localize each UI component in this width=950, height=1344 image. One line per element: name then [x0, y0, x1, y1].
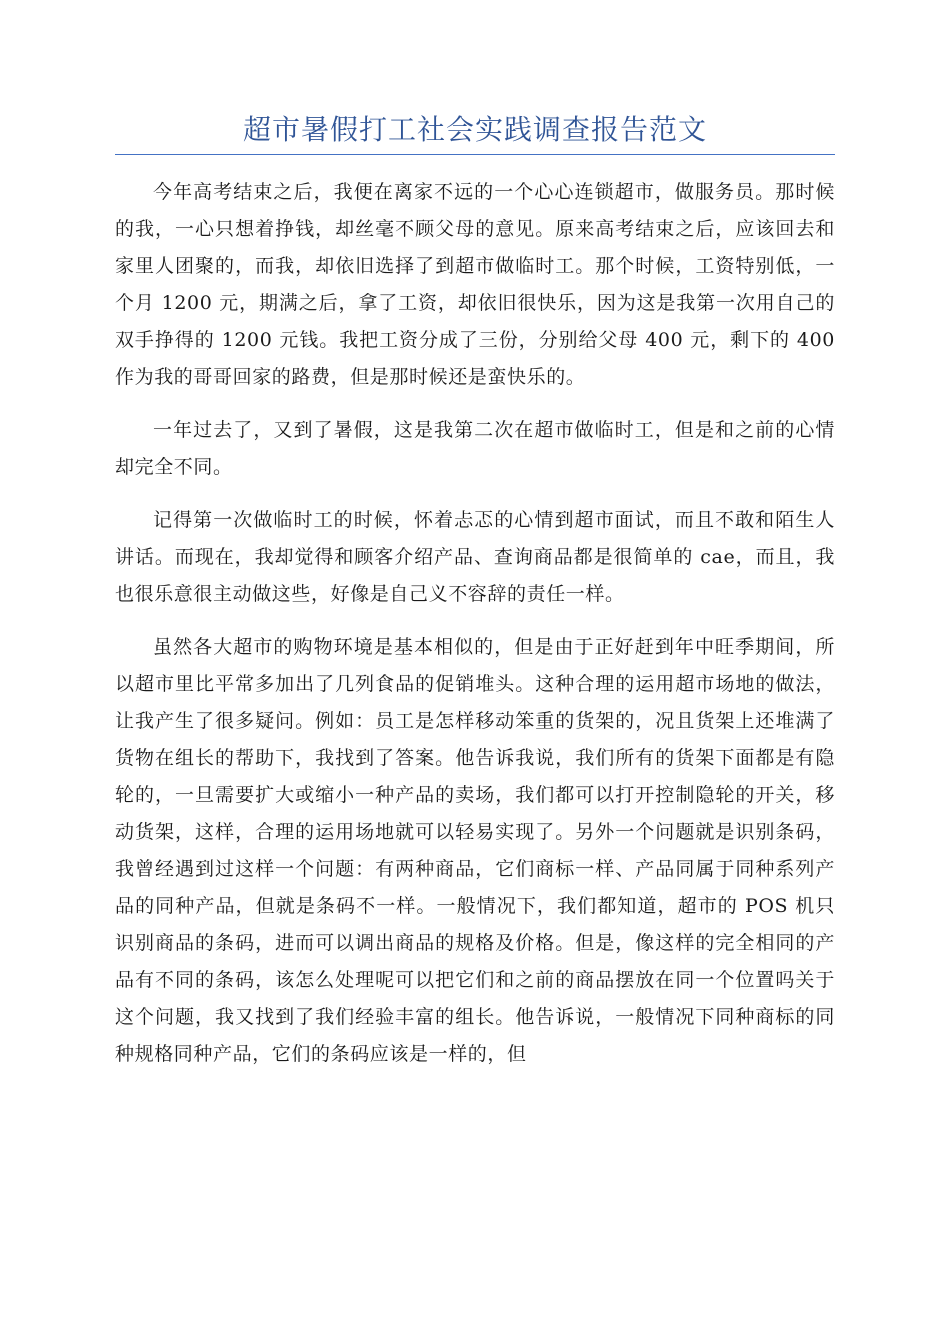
paragraph-3: 记得第一次做临时工的时候，怀着忐忑的心情到超市面试，而且不敢和陌生人讲话。而现在，我却觉得和顾客介绍产品、查询商品都是很简单的 cae，而且，我也很乐意很主动做这些，好像是自己义不容辞的责任一样。	[115, 509, 835, 605]
paragraph-1: 今年高考结束之后，我便在离家不远的一个心心连锁超市，做服务员。那时候的我，一心只想着挣钱，却丝毫不顾父母的意见。原来高考结束之后，应该回去和家里人团聚的，而我，却依旧选择了到超市做临时工。那个时候，工资特别低，一个月 1200 元，期满之后，拿了工资，却依旧很快乐，因为这是我第一次用自己的双手挣得的 1200 元钱。我把工资分成了三份，分别给父母 400 元，剩下的 400 作为我的哥哥回家的路费，但是那时候还是蛮快乐的。	[115, 181, 835, 388]
title-underline	[115, 154, 835, 155]
paragraph-4: 虽然各大超市的购物环境是基本相似的，但是由于正好赶到年中旺季期间，所以超市里比平常多加出了几列食品的促销堆头。这种合理的运用超市场地的做法，让我产生了很多疑问。例如：员工是怎样移动笨重的货架的，况且货架上还堆满了货物在组长的帮助下，我找到了答案。他告诉我说，我们所有的货架下面都是有隐轮的，一旦需要扩大或缩小一种产品的卖场，我们都可以打开控制隐轮的开关，移动货架，这样，合理的运用场地就可以轻易实现了。另外一个问题就是识别条码，我曾经遇到过这样一个问题：有两种商品，它们商标一样、产品同属于同种系列产品的同种产品，但就是条码不一样。一般情况下，我们都知道，超市的 POS 机只识别商品的条码，进而可以调出商品的规格及价格。但是，像这样的完全相同的产品有不同的条码，该怎么处理呢可以把它们和之前的商品摆放在同一个位置吗关于这个问题，我又找到了我们经验丰富的组长。他告诉说，一般情况下同种商标的同种规格同种产品，它们的条码应该是一样的，但	[115, 636, 835, 1065]
document-body	[115, 174, 835, 1089]
document-title: 超市暑假打工社会实践调查报告范文	[242, 113, 707, 146]
paragraph-2: 一年过去了，又到了暑假，这是我第二次在超市做临时工，但是和之前的心情却完全不同。	[115, 419, 835, 478]
